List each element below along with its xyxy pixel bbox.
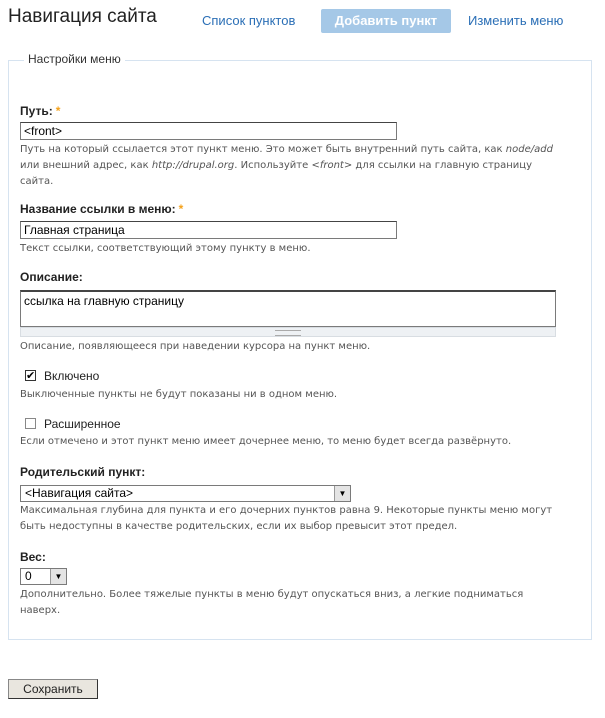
path-input[interactable]: <front>	[20, 122, 397, 140]
description-textarea[interactable]: ссылка на главную страницу	[20, 290, 556, 327]
tab-add-item[interactable]: Добавить пункт	[321, 9, 451, 33]
expanded-checkbox[interactable]	[25, 418, 36, 429]
save-button[interactable]: Сохранить	[8, 679, 98, 699]
link-title-input[interactable]: Главная страница	[20, 221, 397, 239]
description-label: Описание:	[20, 270, 83, 284]
tab-list-items[interactable]: Список пунктов	[202, 13, 296, 28]
textarea-resize-grip[interactable]	[20, 327, 556, 337]
weight-description: Дополнительно. Более тяжелые пункты в меню будут опускаться вниз, а легкие подниматься наверх.	[20, 589, 524, 616]
link-title-label: Название ссылки в меню: *	[20, 202, 184, 216]
path-description: Путь на который ссылается этот пункт меню. Это может быть внутренний путь сайта, как node/add или внешний адрес, как http://drupal.org. Используйте <front> для ссылки на главную страницу сайта.	[20, 144, 553, 187]
expanded-label[interactable]: Расширенное	[44, 417, 121, 431]
path-label: Путь: *	[20, 104, 61, 118]
tab-edit-menu[interactable]: Изменить меню	[468, 13, 564, 28]
link-title-description: Текст ссылки, соответствующий этому пункту в меню.	[20, 243, 311, 254]
chevron-down-icon[interactable]: ▼	[334, 486, 350, 501]
description-help: Описание, появляющееся при наведении курсора на пункт меню.	[20, 341, 371, 352]
enabled-checkbox[interactable]: ✔	[26, 369, 36, 382]
weight-select[interactable]	[20, 568, 67, 585]
chevron-down-icon[interactable]: ▼	[50, 569, 66, 584]
parent-select-value: <Навигация сайта>	[25, 486, 134, 500]
required-mark: *	[178, 202, 184, 216]
weight-select-value: 0	[25, 569, 32, 583]
fieldset-legend: Настройки меню	[24, 52, 125, 66]
parent-label: Родительский пункт:	[20, 465, 146, 479]
parent-description: Максимальная глубина для пункта и его дочерних пунктов равна 9. Некоторые пункты меню могут быть недоступны в качестве родительских, если их выбор превысит этот предел.	[20, 505, 553, 532]
enabled-description: Выключенные пункты не будут показаны ни в одном меню.	[20, 389, 338, 400]
weight-label: Вес:	[20, 550, 46, 564]
page-title: Навигация сайта	[8, 6, 157, 27]
parent-select[interactable]	[20, 485, 351, 502]
required-mark: *	[55, 104, 61, 118]
expanded-description: Если отмечено и этот пункт меню имеет дочернее меню, то меню будет всегда развёрнуто.	[20, 436, 512, 447]
enabled-label[interactable]: Включено	[44, 369, 100, 383]
